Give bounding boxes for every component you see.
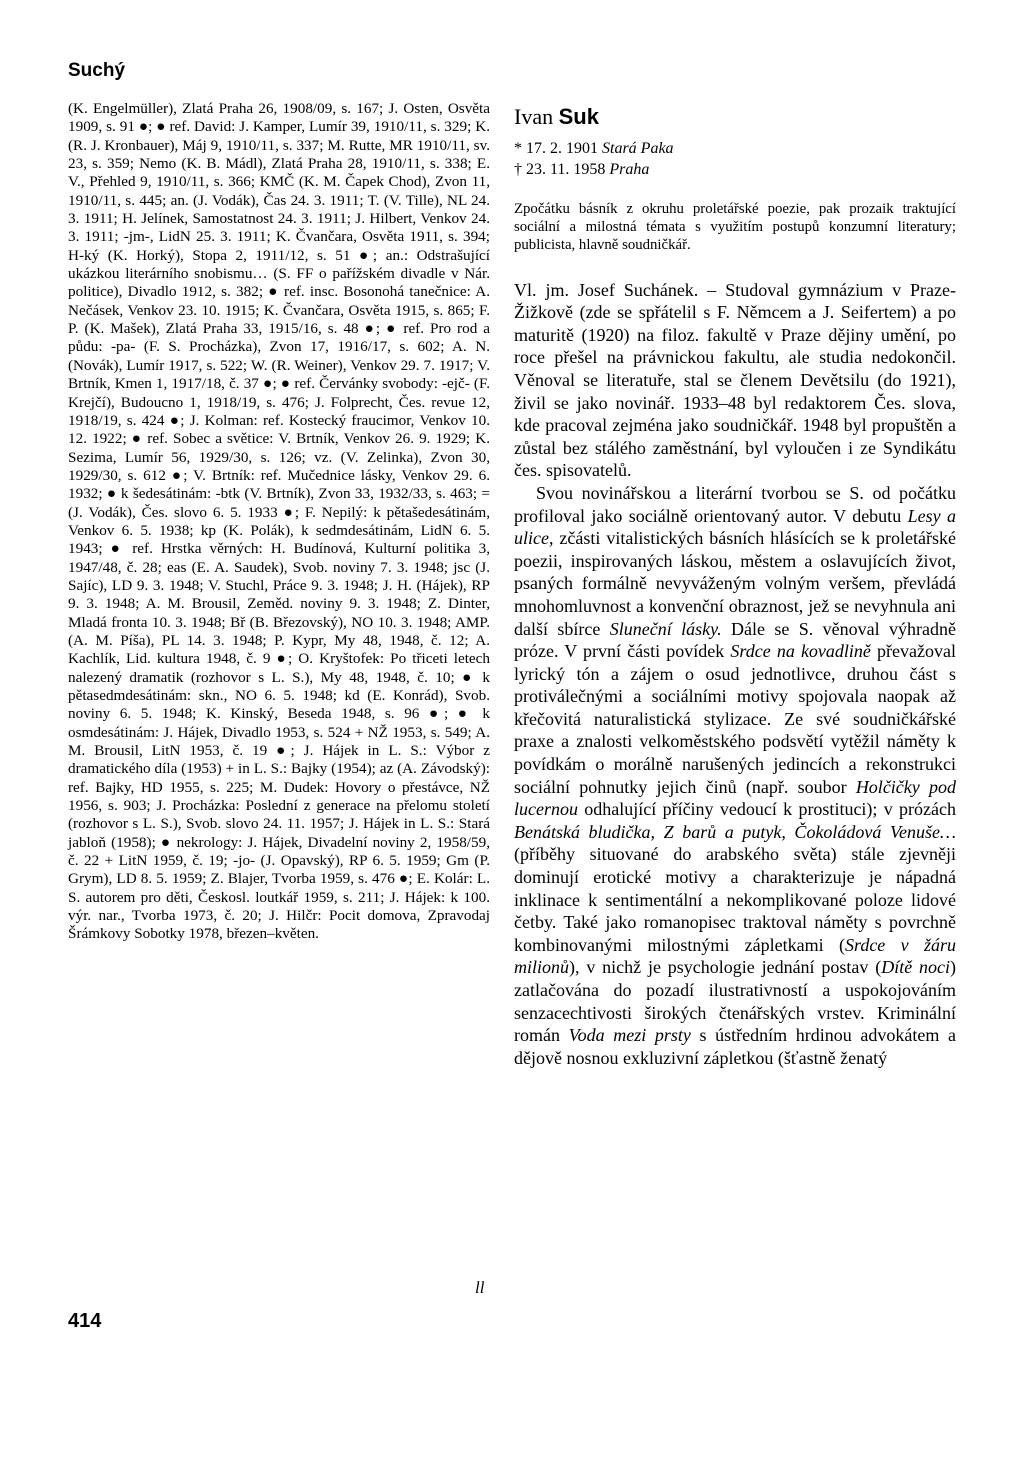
work-title: Benátská bludička, Z barů a putyk, Čokoládová Venuše… xyxy=(514,821,956,842)
work-paragraph xyxy=(514,482,956,1069)
work-title: Holčičky pod lucernou xyxy=(514,776,956,820)
entry-column xyxy=(514,100,956,1069)
birth-place: Stará Paka xyxy=(602,140,674,157)
bibliography-column xyxy=(68,100,490,944)
entry-body xyxy=(514,279,956,1070)
work-title: Srdce na kovadlině xyxy=(730,641,871,662)
text-run: (příběhy situované do arabského světa) stále zjevněji dominují erotické motivy a charakterizuje je nápadná inklinace k sentimentální a nekomplikované poloze lidové četby. Také jako romanopisec traktoval náměty s povrchně kombinovanými milostnými zápletkami ( xyxy=(514,844,956,955)
text-run: ), v nichž je psychologie jednání postav ( xyxy=(569,957,882,978)
birth-date: * 17. 2. 1901 xyxy=(514,140,598,157)
entry-heading xyxy=(514,104,956,130)
text-run: Dále se S. věnoval výhradně próze. V první části povídek xyxy=(514,618,956,662)
author-first-name: Ivan xyxy=(514,104,554,129)
author-signature: ll xyxy=(475,1278,485,1297)
text-run: odhalující příčiny vedoucí k prostituci); v prózách xyxy=(577,799,956,820)
birth-line xyxy=(514,138,956,159)
text-run: s ústředním hrdinou advokátem a dějově nosnou exkluzivní zápletkou (šťastně ženatý xyxy=(514,1025,957,1068)
death-date: † 23. 11. 1958 xyxy=(514,161,606,178)
author-surname: Suk xyxy=(558,104,599,129)
biography-paragraph: Vl. jm. Josef Suchánek. – Studoval gymnázium v Praze-Žižkově (zde se spřátelil s F. Němcem a J. Seifertem) a po maturitě (1920) na filoz. fakultě v Praze dějiny umění, po roce přešel na právnickou fakultu, ale studia nedokončil. Věnoval se literatuře, stal se členem Devětsilu (do 1921), živil se jako novinář. 1933–48 byl redaktorem Čes. slova, kde pracoval zejména jako soudničkář. 1948 byl propuštěn a zůstal bez stálého zaměstnání, byl vyloučen i ze Syndikátu čes. spisovatelů. xyxy=(514,279,956,481)
text-run: Svou novinářskou a literární tvorbou se S. od počátku profiloval jako sociálně orientovaný autor. V debutu xyxy=(514,482,956,526)
death-place: Praha xyxy=(609,161,650,178)
work-title: Lesy a ulice, xyxy=(514,505,956,549)
work-title: Dítě noci xyxy=(881,957,951,978)
text-run: zčásti vitalistických básních hlásících se k proletářské poezii, inspirovaných láskou, městem a oslavujících život, psaných formálně nevyváženým volným veršem, převládá mnohomluvnost a konvenční obraznost, jež se nevyhnula ani další sbírce xyxy=(514,528,956,639)
work-title: Srdce v žáru milionů xyxy=(514,934,956,978)
bibliography-text: (K. Engelmüller), Zlatá Praha 26, 1908/09, s. 167; J. Osten, Osvěta 1909, s. 91 ●; ● ref. David: J. Kamper, Lumír 39, 1910/11, s. 329; K. (R. J. Kronbauer), Máj 9, 1910/11, s. 337; M. Rutte, MR 1910/11, sv. 23, s. 359; Nemo (K. B. Mádl), Zlatá Praha 28, 1910/11, s. 338; E. V., Přehled 9, 1910/11, s. 366; KMČ (K. M. Čapek Chod), Zvon 11, 1910/11, s. 445; an. (J. Vodák), Čas 24. 3. 1911; T. (V. Tille), NL 24. 3. 1911; H. Jelínek, Samostatnost 24. 3. 1911; J. Hilbert, Venkov 24. 3. 1911; -jm-, LidN 25. 3. 1911; K. Čvančara, Osvěta 1911, s. 394; H-ký (K. Horký), Stopa 2, 1911/12, s. 51 ●; an.: Odstrašující ukázkou literárního snobismu… (S. FF o pařížském divadle v Nár. politice), Divadlo 1912, s. 382; ● ref. insc. Bosonohá tanečnice: A. Nečásek, Venkov 23. 10. 1915; K. Čvančara, Osvěta 1915, s. 865; F. P. (K. Mašek), Zlatá Praha 33, 1915/16, s. 48 ●; ● ref. Pro rod a půdu: -pa- (F. S. Procházka), Zvon 17, 1916/17, s. 602; A. N. (Novák), Lumír 1917, s. 522; W. (R. Weiner), Venkov 29. 7. 1917; V. Brtník, Kmen 1, 1917/18, č. 37 ●; ● ref. Červánky svobody: -ejč- (F. Krejčí), Budoucno 1, 1918/19, s. 476; J. Folprecht, Čes. revue 12, 1918/19, s. 424 ●; J. Kolman: ref. Kostecký fraucimor, Venkov 10. 12. 1922; ● ref. Sobec a světice: V. Brtník, Venkov 26. 9. 1929; K. Sezima, Lumír 56, 1929/30, s. 126; vz. (V. Zelinka), Zvon 30, 1929/30, s. 612 ●; V. Brtník: ref. Mučednice lásky, Venkov 29. 6. 1932; ● k šedesátinám: -btk (V. Brtník), Zvon 33, 1932/33, s. 463; = (J. Vodák), Čes. slovo 6. 5. 1933 ●; F. Nepilý: k pětašedesátinám, Venkov 6. 5. 1938; kp (K. Polák), k sedmdesátinám, LidN 6. 5. 1943; ● ref. Hrstka věrných: H. Budínová, Kulturní politika 3, 1947/48, č. 28; eas (E. A. Saudek), Svob. noviny 7. 3. 1948; jsc (J. Sajíc), LD 9. 3. 1948; V. Stuchl, Práce 9. 3. 1948; J. H. (Hájek), RP 9. 3. 1948; A. M. Brousil, Zeměd. noviny 9. 3. 1948; Z. Dinter, Mladá fronta 10. 3. 1948; Bř (B. Březovský), NO 10. 3. 1948; AMP. (A. M. Píša), PL 14. 3. 1948; P. Kypr, My 48, 1948, č. 12; A. Kachlík, Lid. kultura 1948, č. 9 ●; O. Kryštofek: Po třiceti letech nalezený dramatik (rozhovor s L. S.), My 48, 1948, č. 10; ● k pětasedmdesátinám: skn., NO 6. 5. 1948; kd (E. Konrád), Svob. noviny 6. 5. 1948; K. Kinský, Beseda 1948, s. 96 ●; ● k osmdesátinám: J. Hájek, Divadlo 1953, s. 524 + NŽ 1953, s. 549; A. M. Brousil, LitN 1953, č. 19 ●; J. Hájek in L. S.: Výbor z dramatického díla (1953) + in L. S.: Bajky (1954); az (A. Závodský): ref. Bajky, HD 1955, s. 225; M. Dudek: Hovory o přestávce, NŽ 1956, s. 903; J. Procházka: Poslední z generace na přelomu století (rozhovor s L. S.), Svob. slovo 24. 11. 1957; J. Hájek in L. S.: Stará jabloň (1958); ● nekrology: J. Hájek, Divadelní noviny 2, 1958/59, č. 22 + LitN 1959, č. 19; -jo- (J. Opavský), RP 6. 5. 1959; Gm (P. Grym), LD 8. 5. 1959; Z. Blajer, Tvorba 1959, s. 476 ●; E. Kolár: L. S. autorem pro děti, Českosl. loutkář 1959, s. 211; J. Hájek: k 100. výr. nar., Tvorba 1973, č. 20; J. Hilčr: Pocit domova, Zpravodaj Šrámkovy Sobotky 1978, březen–květen. xyxy=(68,100,490,943)
running-head: Suchý xyxy=(68,60,126,81)
entry-summary: Zpočátku básník z okruhu proletářské poezie, pak prozaik traktující sociální a milostná témata s využitím postupů konzumní literatury; publicista, hlavně soudničkář. xyxy=(514,201,956,254)
work-title: Sluneční lásky. xyxy=(609,618,722,639)
work-title: Voda mezi prsty xyxy=(568,1025,691,1046)
page-number: 414 xyxy=(68,1310,102,1332)
text-run: převažoval lyrický tón a zájem o osud jednotlivce, druhou část s protiválečnými a sociálními motivy spojovala naopak až křečovitá naturalistická stylizace. Ze své soudničkářské praxe a znalosti velkoměstského podsvětí vytěžil náměty k povídkám o morálně narušených jedincích a rekonstrukci sociální pohnutky jejich činů (např. soubor xyxy=(514,641,956,797)
text-run: ) zatlačována do pozadí ilustrativností a uspokojováním senzacechtivosti širokých čtenářských vrstev. Kriminální román xyxy=(514,957,957,1046)
death-line xyxy=(514,159,956,180)
